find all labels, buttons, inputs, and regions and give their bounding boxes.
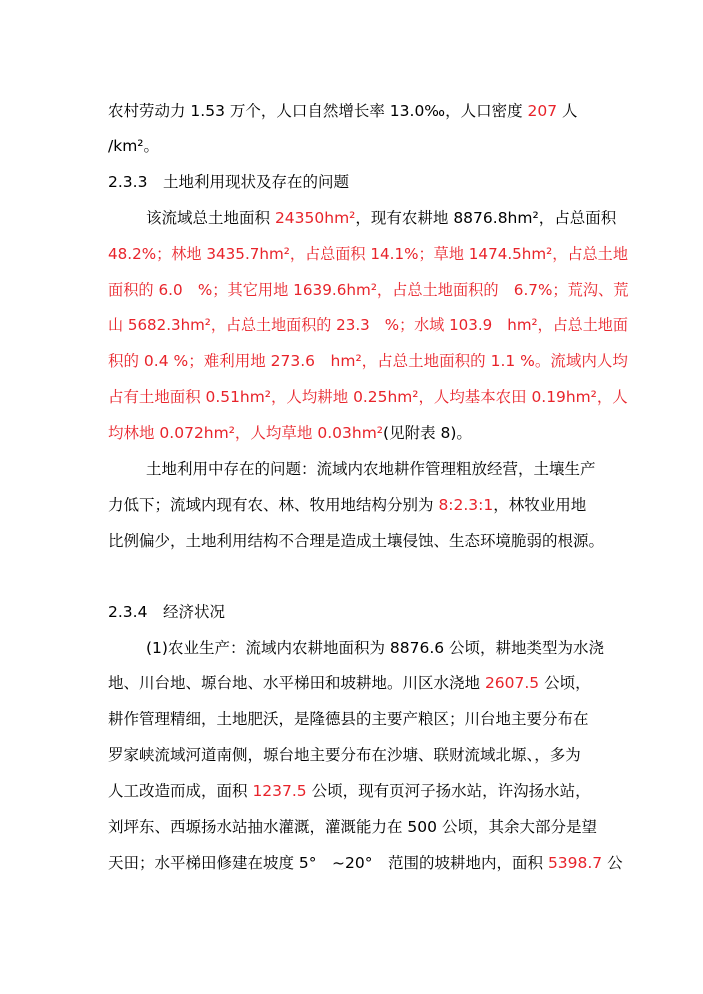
para3-line-2: 地、川台地、塬台地、水平梯田和坡耕地。川区水浇地 2607.5 公顷，: [108, 674, 591, 692]
para1-line-7: 均林地 0.072hm²，人均草地 0.03hm²(见附表 8)。: [108, 424, 472, 442]
para2-line-1: 土地利用中存在的问题：流域内农地耕作管理粗放经营，土壤生产: [146, 460, 596, 478]
para0-line-2: /km²。: [108, 137, 160, 155]
para1-line-2: 48.2%；林地 3435.7hm²，占总面积 14.1%；草地 1474.5hm²，占总土地: [108, 245, 628, 263]
para1-line-6: 占有土地面积 0.51hm²，人均耕地 0.25hm²，人均基本农田 0.19hm²，人: [108, 388, 628, 406]
para1-line-3: 面积的 6.0 %；其它用地 1639.6hm²，占总土地面积的 6.7%；荒沟、荒: [108, 281, 629, 299]
section-heading-2-3-3: 2.3.3 土地利用现状及存在的问题: [108, 173, 349, 191]
para3-line-6: 刘坪东、西塬扬水站抽水灌溉，灌溉能力在 500 公顷，其余大部分是望: [108, 818, 597, 836]
para3-line-7: 天田；水平梯田修建在坡度 5° ~20° 范围的坡耕地内，面积 5398.7 公: [108, 854, 623, 872]
para3-line-4: 罗家峡流域河道南侧，塬台地主要分布在沙塘、联财流域北塬、，多为: [108, 746, 581, 764]
para1-line-1: 该流域总土地面积 24350hm²，现有农耕地 8876.8hm²，占总面积: [146, 209, 617, 227]
para1-line-5: 积的 0.4 %；难利用地 273.6 hm²，占总土地面积的 1.1 %。流域内人均: [108, 352, 628, 370]
para3-line-5: 人工改造而成，面积 1237.5 公顷，现有页河子扬水站，许沟扬水站，: [108, 782, 591, 800]
para0-line-1: 农村劳动力 1.53 万个，人口自然增长率 13.0‰，人口密度 207 人: [108, 102, 578, 120]
para3-line-1: (1)农业生产：流域内农耕地面积为 8876.6 公顷，耕地类型为水浇: [146, 639, 605, 657]
para1-line-4: 山 5682.3hm²，占总土地面积的 23.3 %；水域 103.9 hm²，占总土地面: [108, 316, 628, 334]
para2-line-2: 力低下；流域内现有农、林、牧用地结构分别为 8:2.3:1，林牧业用地: [108, 496, 587, 514]
section-heading-2-3-4: 2.3.4 经济状况: [108, 603, 225, 621]
para2-line-3: 比例偏少，土地利用结构不合理是造成土壤侵蚀、生态环境脆弱的根源。: [108, 532, 605, 550]
para3-line-3: 耕作管理精细，土地肥沃，是隆德县的主要产粮区；川台地主要分布在: [108, 710, 589, 728]
